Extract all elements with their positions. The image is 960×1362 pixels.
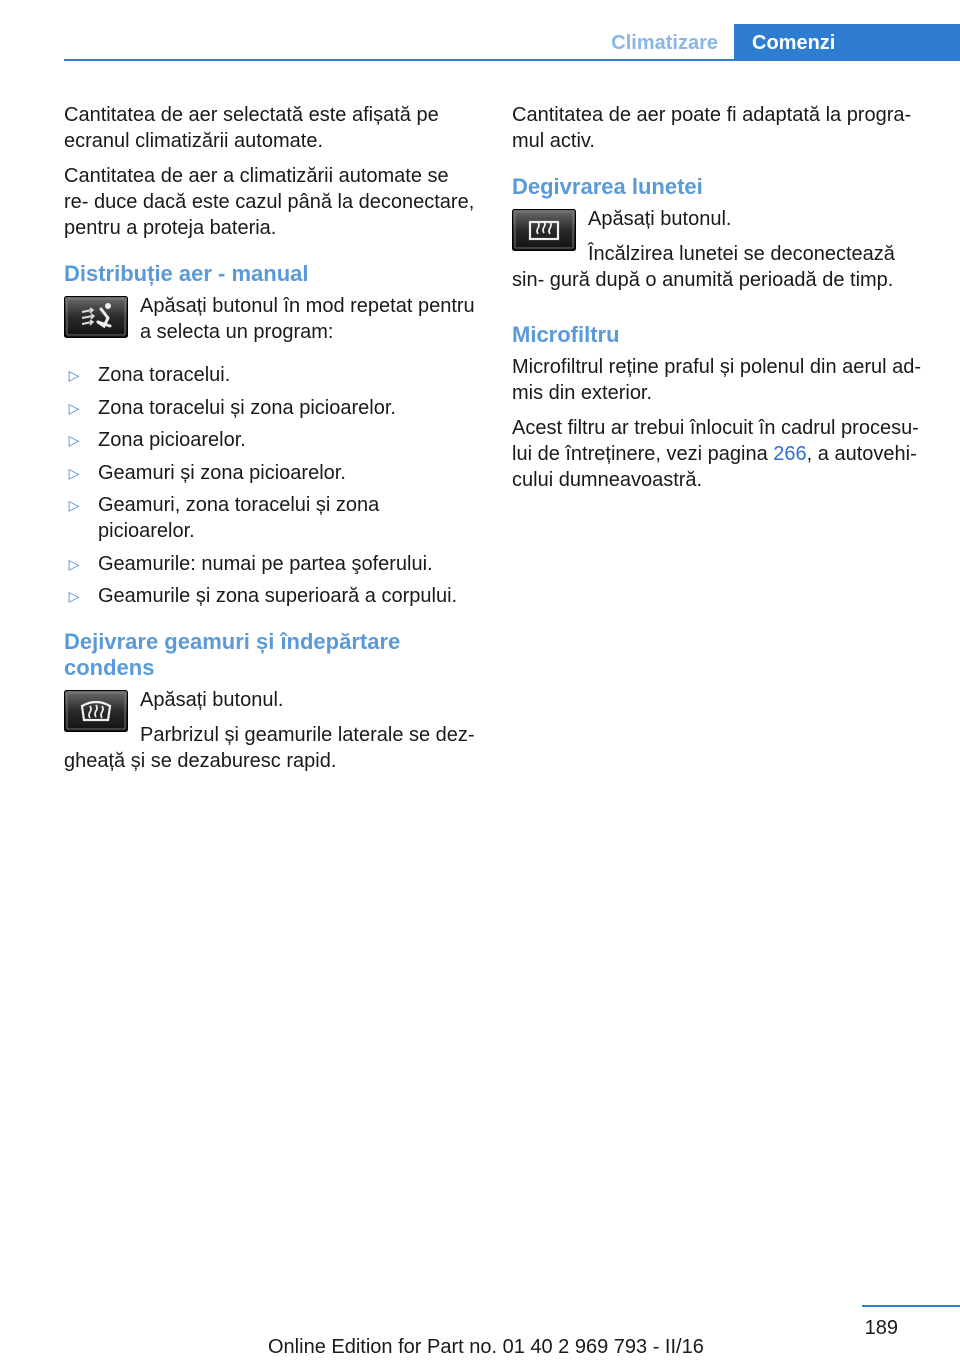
- right-column: [512, 102, 924, 502]
- triangle-bullet-icon: ▷: [68, 555, 80, 572]
- front-defrost-block: [64, 687, 476, 783]
- instruction-text: Apăsați butonul.: [588, 208, 732, 230]
- paragraph: Parbrizul și geamurile laterale se dez‐ gheață și se dezaburesc rapid.: [64, 724, 475, 772]
- paragraph-text: , a autovehi‐ cului dumneavoastră.: [512, 443, 917, 491]
- windshield-defrost-button-icon: [64, 690, 128, 732]
- section-heading: Distribuție aer - manual: [64, 261, 309, 286]
- paragraph: Microfiltrul reține praful și polenul din aerul ad‐ mis din exterior.: [512, 356, 922, 404]
- program-list: [64, 362, 476, 609]
- paragraph-text: Acest filtru ar trebui înlocuit în cadrul procesu‐ lui de întreținere, vezi pagina: [512, 417, 919, 465]
- list-item-text: Zona toracelui.: [98, 364, 231, 386]
- rear-defrost-block: [512, 206, 924, 302]
- paragraph: [512, 415, 924, 493]
- list-item: [64, 460, 476, 486]
- instruction-text: Apăsați butonul în mod repetat pentru a selecta un program:: [140, 295, 475, 343]
- section-heading: Degivrarea lunetei: [512, 174, 703, 199]
- list-item-text: Geamuri și zona picioarelor.: [98, 461, 346, 484]
- breadcrumb-section[interactable]: Climatizare: [611, 32, 718, 54]
- list-item-text: Geamurile: numai pe partea şoferului.: [98, 552, 433, 575]
- list-item: [64, 551, 476, 577]
- footer-divider: [862, 1305, 960, 1307]
- paragraph: Cantitatea de aer a climatizării automate se re‐ duce dacă este cazul până la deconectare, pentru a proteja bateria.: [64, 165, 475, 239]
- paragraph: Cantitatea de aer poate fi adaptată la progra‐ mul activ.: [512, 104, 912, 152]
- page-reference-link[interactable]: 266: [773, 443, 807, 465]
- edition-note: Online Edition for Part no. 01 40 2 969 793 - II/16: [268, 1336, 704, 1358]
- list-item-text: Geamuri, zona toracelui și zona picioarelor.: [98, 494, 380, 542]
- section-heading: Microfiltru: [512, 322, 620, 347]
- list-item: [64, 583, 476, 609]
- list-item-text: Geamurile și zona superioară a corpului.: [98, 585, 458, 607]
- instruction-text: Apăsați butonul.: [140, 689, 284, 711]
- list-item-text: Zona toracelui și zona picioarelor.: [98, 396, 396, 419]
- list-item: [64, 395, 476, 421]
- page-header: [0, 24, 960, 61]
- left-column: [64, 102, 476, 783]
- list-item: [64, 427, 476, 453]
- page-number: 189: [864, 1317, 898, 1339]
- triangle-bullet-icon: ▷: [68, 367, 80, 383]
- triangle-bullet-icon: ▷: [68, 497, 80, 513]
- section-heading: Dejivrare geamuri și îndepărtare condens: [64, 629, 401, 680]
- triangle-bullet-icon: ▷: [68, 399, 80, 416]
- triangle-bullet-icon: ▷: [68, 588, 80, 604]
- rear-window-defrost-button-icon: [512, 209, 576, 251]
- list-item: [64, 492, 476, 544]
- list-item-text: Zona picioarelor.: [98, 429, 246, 451]
- header-divider: [64, 59, 960, 61]
- list-item: [64, 362, 476, 388]
- triangle-bullet-icon: ▷: [68, 432, 80, 448]
- air-distribution-button-icon: [64, 296, 128, 338]
- triangle-bullet-icon: ▷: [68, 464, 80, 481]
- paragraph: Cantitatea de aer selectată este afișată pe ecranul climatizării automate.: [64, 104, 439, 152]
- air-distribution-block: [64, 293, 476, 354]
- paragraph: Încălzirea lunetei se deconectează sin‐ gură după o anumită perioadă de timp.: [512, 243, 895, 291]
- breadcrumb-chapter[interactable]: Comenzi: [734, 24, 960, 61]
